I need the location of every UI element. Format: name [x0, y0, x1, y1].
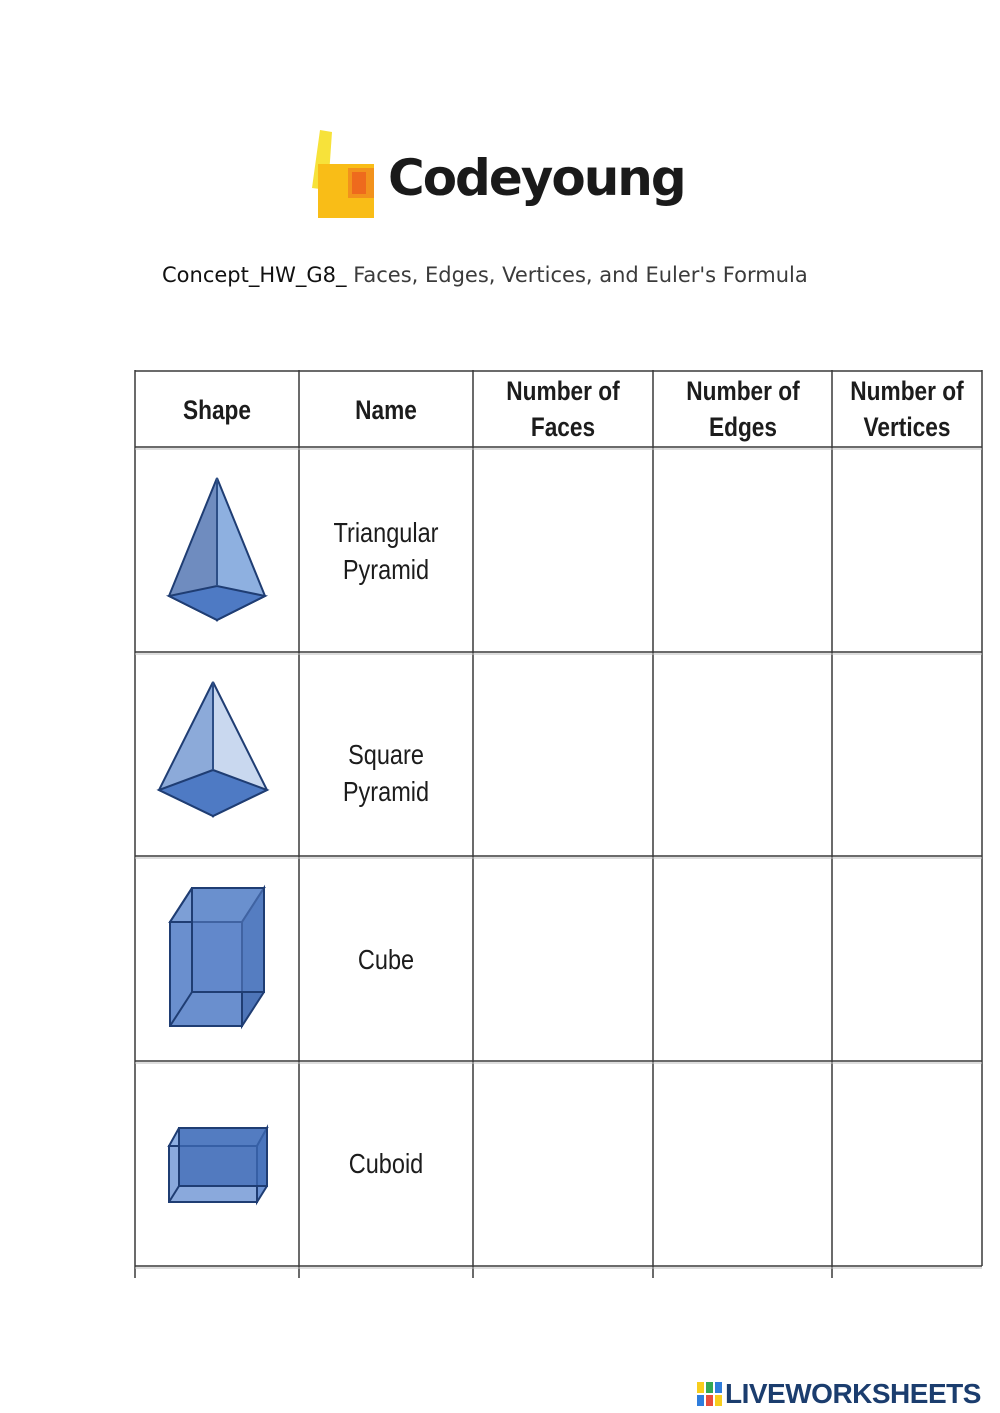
shape-name-square-pyramid: Square Pyramid — [342, 739, 430, 807]
brand-name: Codeyoung — [388, 149, 685, 207]
worksheet-title — [162, 260, 808, 290]
header-vertices: Number of Vertices — [850, 376, 964, 442]
shape-name-cube: Cube — [357, 944, 415, 975]
shape-name-triangular-pyramid: Triangular Pyramid — [333, 517, 439, 585]
header-edges: Number of Edges — [686, 376, 800, 442]
worksheet-topic: Faces, Edges, Vertices, and Euler's Formula — [346, 263, 808, 287]
cuboid-icon — [165, 1124, 271, 1206]
square-pyramid-icon — [155, 678, 271, 822]
header-faces: Number of Faces — [506, 376, 620, 442]
worksheet-code: Concept_HW_G8_ — [162, 263, 347, 287]
liveworksheets-logo-icon — [697, 1382, 723, 1406]
header-shape: Shape — [182, 395, 252, 425]
header-name: Name — [355, 395, 417, 425]
shape-name-cuboid: Cuboid — [348, 1148, 424, 1179]
liveworksheets-logo — [697, 1378, 997, 1410]
footer-brand: LIVEWORKSHEETS — [725, 1378, 981, 1409]
cube-icon — [166, 884, 268, 1032]
triangular-pyramid-icon — [165, 474, 269, 624]
codeyoung-logo — [312, 128, 702, 232]
codeyoung-logo-mark-icon — [312, 128, 378, 222]
